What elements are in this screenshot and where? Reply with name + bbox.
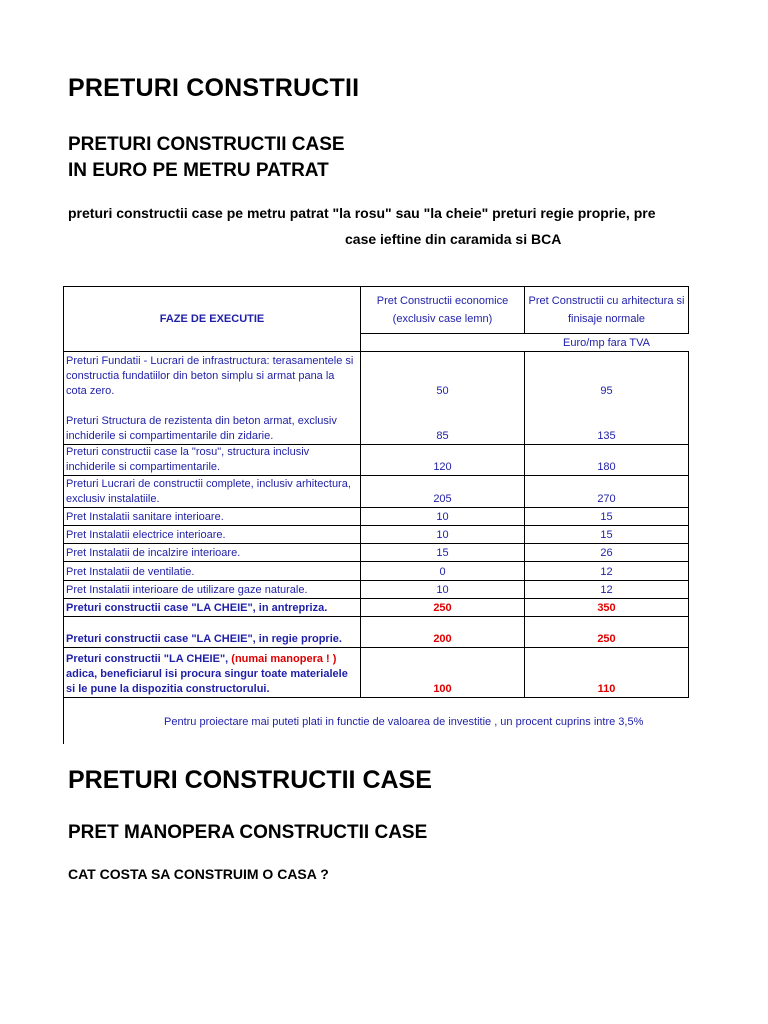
- row-value-economic: 10: [361, 508, 525, 526]
- row-label: Pret Instalatii sanitare interioare.: [64, 508, 361, 526]
- subtitle-line-1: PRETURI CONSTRUCTII CASE: [68, 134, 345, 155]
- row-value-normal: 95: [525, 352, 689, 399]
- row-label: [64, 648, 361, 698]
- row-value-normal: 250: [525, 617, 689, 648]
- row-label: Pret Instalatii de incalzire interioare.: [64, 544, 361, 562]
- row-value-normal: 15: [525, 526, 689, 544]
- row-label: Pret Instalatii interioare de utilizare gaze naturale.: [64, 581, 361, 599]
- row-value-economic: 10: [361, 581, 525, 599]
- table-row: [64, 544, 690, 562]
- section-title: PRETURI CONSTRUCTII CASE: [68, 766, 432, 794]
- table-row: [64, 648, 690, 698]
- row-label: Pret Instalatii de ventilatie.: [64, 562, 361, 581]
- row-label: Preturi constructii case "LA CHEIE", in regie proprie.: [64, 617, 361, 648]
- row-value-economic: 15: [361, 544, 525, 562]
- header-economic: Pret Constructii economice (exclusiv case lemn): [361, 287, 525, 334]
- row-value-normal: 270: [525, 476, 689, 508]
- row-value-economic: 200: [361, 617, 525, 648]
- table-row: [64, 617, 690, 648]
- row-value-economic: 50: [361, 352, 525, 399]
- row-label: Preturi Fundatii - Lucrari de infrastructura: terasamentele si constructia fundatiilor din beton simplu si armat pana la cota zero.: [64, 352, 361, 399]
- row-value-economic: 120: [361, 445, 525, 476]
- table-footer-note: Pentru proiectare mai puteti plati in functie de valoarea de investitie , un procent cuprins intre 3,5%: [64, 698, 690, 745]
- row-label: Preturi Lucrari de constructii complete, inclusiv arhitectura, exclusiv instalatiile.: [64, 476, 361, 508]
- row-value-normal: 350: [525, 599, 689, 617]
- table-row: [64, 581, 690, 599]
- table-row: [64, 399, 690, 445]
- page-title: PRETURI CONSTRUCTII: [68, 74, 360, 102]
- row-value-normal: 26: [525, 544, 689, 562]
- header-normal: Pret Constructii cu arhitectura si finisaje normale: [525, 287, 689, 334]
- row-label: Pret Instalatii electrice interioare.: [64, 526, 361, 544]
- intro-line-2: case ieftine din caramida si BCA: [345, 231, 562, 247]
- row-value-normal: 15: [525, 508, 689, 526]
- row-value-economic: 205: [361, 476, 525, 508]
- section-question: CAT COSTA SA CONSTRUIM O CASA ?: [68, 866, 329, 882]
- table-row: [64, 508, 690, 526]
- row-value-normal: 180: [525, 445, 689, 476]
- intro-line-1: preturi constructii case pe metru patrat "la rosu" sau "la cheie" preturi regie proprie, pre: [68, 205, 656, 221]
- subtitle-line-2: IN EURO PE METRU PATRAT: [68, 160, 329, 181]
- table-row: [64, 562, 690, 581]
- row-label: Preturi constructii case "LA CHEIE", in antrepriza.: [64, 599, 361, 617]
- unit-label: Euro/mp fara TVA: [525, 334, 689, 352]
- table-row: [64, 476, 690, 508]
- table-row: [64, 599, 690, 617]
- row-value-economic: 250: [361, 599, 525, 617]
- row-label: Preturi Structura de rezistenta din beton armat, exclusiv inchiderile si compartimentarile din zidarie.: [64, 399, 361, 445]
- row-label-part: adica, beneficiarul isi procura singur toate materialele si le pune la dispozitia constructorului.: [66, 668, 348, 695]
- header-phases: FAZE DE EXECUTIE: [64, 287, 361, 352]
- row-value-economic: 100: [361, 648, 525, 698]
- price-table: [63, 286, 689, 744]
- row-value-normal: 135: [525, 399, 689, 445]
- row-value-economic: 0: [361, 562, 525, 581]
- labor-only-note: (numai manopera ! ): [231, 653, 337, 665]
- row-value-economic: 85: [361, 399, 525, 445]
- table-row: [64, 352, 690, 399]
- row-value-economic: 10: [361, 526, 525, 544]
- row-label: Preturi constructii case la "rosu", structura inclusiv inchiderile si compartimentarile.: [64, 445, 361, 476]
- row-value-normal: 110: [525, 648, 689, 698]
- row-value-normal: 12: [525, 562, 689, 581]
- table-row: [64, 526, 690, 544]
- row-label-part: Preturi constructii "LA CHEIE",: [66, 653, 232, 665]
- section-subtitle: PRET MANOPERA CONSTRUCTII CASE: [68, 822, 428, 843]
- row-value-normal: 12: [525, 581, 689, 599]
- table-row: [64, 445, 690, 476]
